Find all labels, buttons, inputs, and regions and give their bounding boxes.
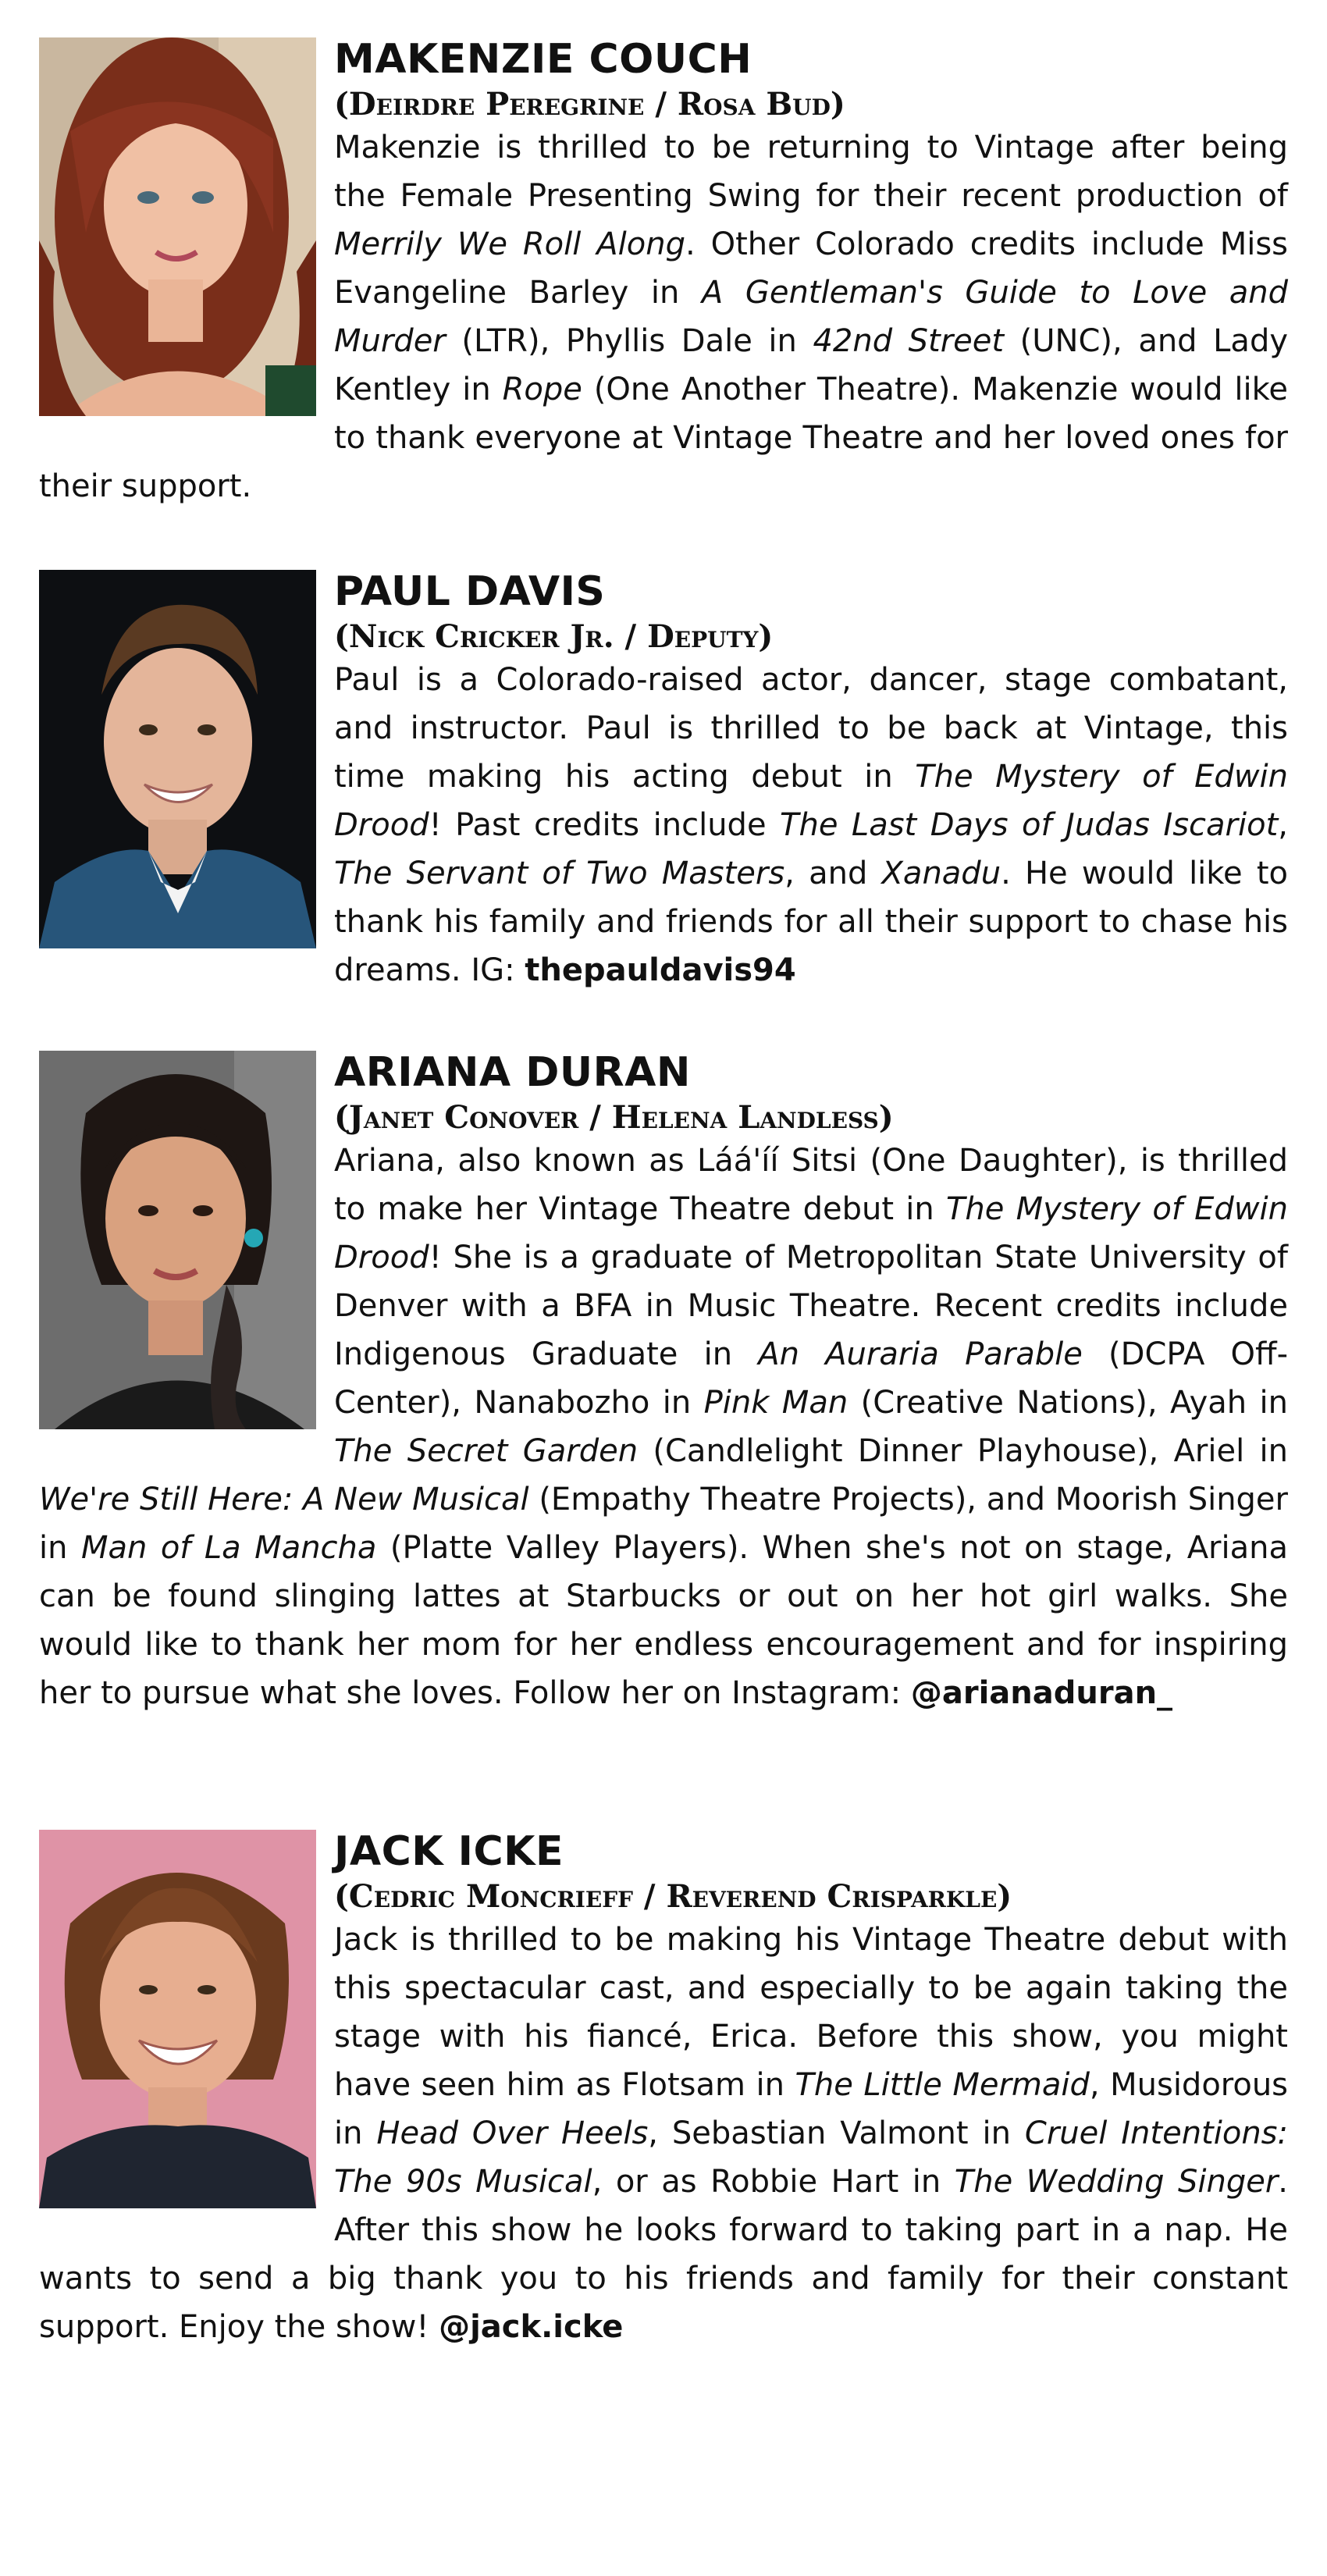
show-title: The Secret Garden — [334, 1433, 639, 1469]
show-title: Head Over Heels — [376, 2115, 649, 2151]
bio-makenzie-couch — [39, 37, 1288, 521]
performer-role: (Cedric Moncrieff / Reverend Crisparkle) — [334, 1878, 1012, 1915]
performer-name: MAKENZIE COUCH — [334, 36, 752, 83]
show-title: An Auraria Parable — [758, 1336, 1083, 1372]
performer-bio — [39, 1916, 1288, 2351]
bio-text: (Creative Nations), Ayah in — [848, 1385, 1288, 1421]
bio-text: , and — [784, 856, 882, 891]
show-title: The Last Days of Judas Iscariot — [780, 807, 1279, 843]
show-title: Rope — [502, 372, 582, 407]
bio-text: . After this show he looks forward to taking part in a nap. He wants to send a big thank you to his friends and family for their constant support. Enjoy the show! — [39, 2164, 1289, 2345]
bio-text: (Empathy Theatre Projects), and Moorish Singer in — [39, 1482, 1288, 1566]
bio-jack-icke — [39, 1830, 1288, 2376]
performer-name: ARIANA DURAN — [334, 1049, 691, 1096]
bio-text: , Musidorous in — [334, 2067, 1289, 2151]
show-title: Man of La Mancha — [80, 1530, 377, 1566]
performer-bio — [39, 656, 1288, 994]
performer-role: (Janet Conover / Helena Landless) — [334, 1099, 894, 1136]
show-title: Xanadu — [881, 856, 1001, 891]
bio-paul-davis — [39, 570, 1288, 1007]
bio-text: (Candlelight Dinner Playhouse), Ariel in — [638, 1433, 1288, 1469]
show-title: The Little Mermaid — [795, 2067, 1090, 2103]
bio-text: , — [1278, 807, 1288, 843]
performer-name: PAUL DAVIS — [334, 568, 606, 615]
bio-text: Makenzie is thrilled to be returning to Vintage after being the Female Presenting Swing for their recent production of — [334, 130, 1288, 214]
bio-text: (Platte Valley Players). When she's not on stage, Ariana can be found slinging lattes at Starbucks or out on her hot girl walks. She would like to thank her mom for her endless encouragement and for inspiring her to pursue what she loves. Follow her on Instagram: — [39, 1530, 1288, 1711]
show-title: A Gentleman's Guide to Love and Murder — [334, 275, 1288, 359]
show-title: Pink Man — [703, 1385, 848, 1421]
bio-text: ! Past credits include — [429, 807, 781, 843]
social-handle: thepauldavis94 — [525, 952, 796, 988]
performer-bio — [39, 123, 1288, 511]
bio-ariana-duran — [39, 1051, 1288, 1792]
show-title: The Mystery of Edwin Drood — [334, 1191, 1288, 1276]
bio-text: Ariana, also known as Láá'íí Sitsi (One Daughter), is thrilled to make her Vintage Theatre debut in — [334, 1143, 1288, 1227]
bio-text: Paul is a Colorado-raised actor, dancer, stage combatant, and instructor. Paul is thrilled to be back at Vintage, this time making his acting debut in — [334, 662, 1288, 795]
show-title: The Mystery of Edwin Drood — [334, 759, 1288, 843]
bio-text: (LTR), Phyllis Dale in — [445, 323, 813, 359]
bio-text: ! She is a graduate of Metropolitan State University of Denver with a BFA in Music Theatre. Recent credits include Indigenous Graduate in — [334, 1240, 1288, 1372]
performer-bio — [39, 1137, 1288, 1717]
performer-name: JACK ICKE — [334, 1828, 564, 1875]
performer-role: (Nick Cricker Jr. / Deputy) — [334, 618, 774, 655]
bio-text: , Sebastian Valmont in — [648, 2115, 1025, 2151]
bio-text: (One Another Theatre). Makenzie would like to thank everyone at Vintage Theatre and her loved ones for their support. — [39, 372, 1288, 504]
social-handle: @jack.icke — [439, 2309, 624, 2345]
show-title: We're Still Here: A New Musical — [39, 1482, 529, 1517]
show-title: Merrily We Roll Along — [334, 226, 685, 262]
bio-text: , or as Robbie Hart in — [592, 2164, 955, 2200]
bio-text: (UNC), and Lady Kentley in — [334, 323, 1289, 407]
social-handle: @arianaduran_ — [910, 1675, 1173, 1711]
bio-text: . Other Colorado credits include Miss Evangeline Barley in — [334, 226, 1288, 311]
show-title: Cruel Intentions: The 90s Musical — [334, 2115, 1288, 2200]
bio-text: (DCPA Off-Center), Nanabozho in — [334, 1336, 1288, 1421]
bio-text: . He would like to thank his family and friends for all their support to chase his dreams. IG: — [334, 856, 1288, 988]
performer-role: (Deirdre Peregrine / Rosa Bud) — [334, 86, 845, 123]
show-title: 42nd Street — [813, 323, 1005, 359]
show-title: The Servant of Two Masters — [334, 856, 785, 891]
bio-text: Jack is thrilled to be making his Vintage Theatre debut with this spectacular cast, and especially to be again taking the stage with his fiancé, Erica. Before this show, you might have seen him as Flotsam in — [334, 1922, 1288, 2103]
show-title: The Wedding Singer — [954, 2164, 1279, 2200]
